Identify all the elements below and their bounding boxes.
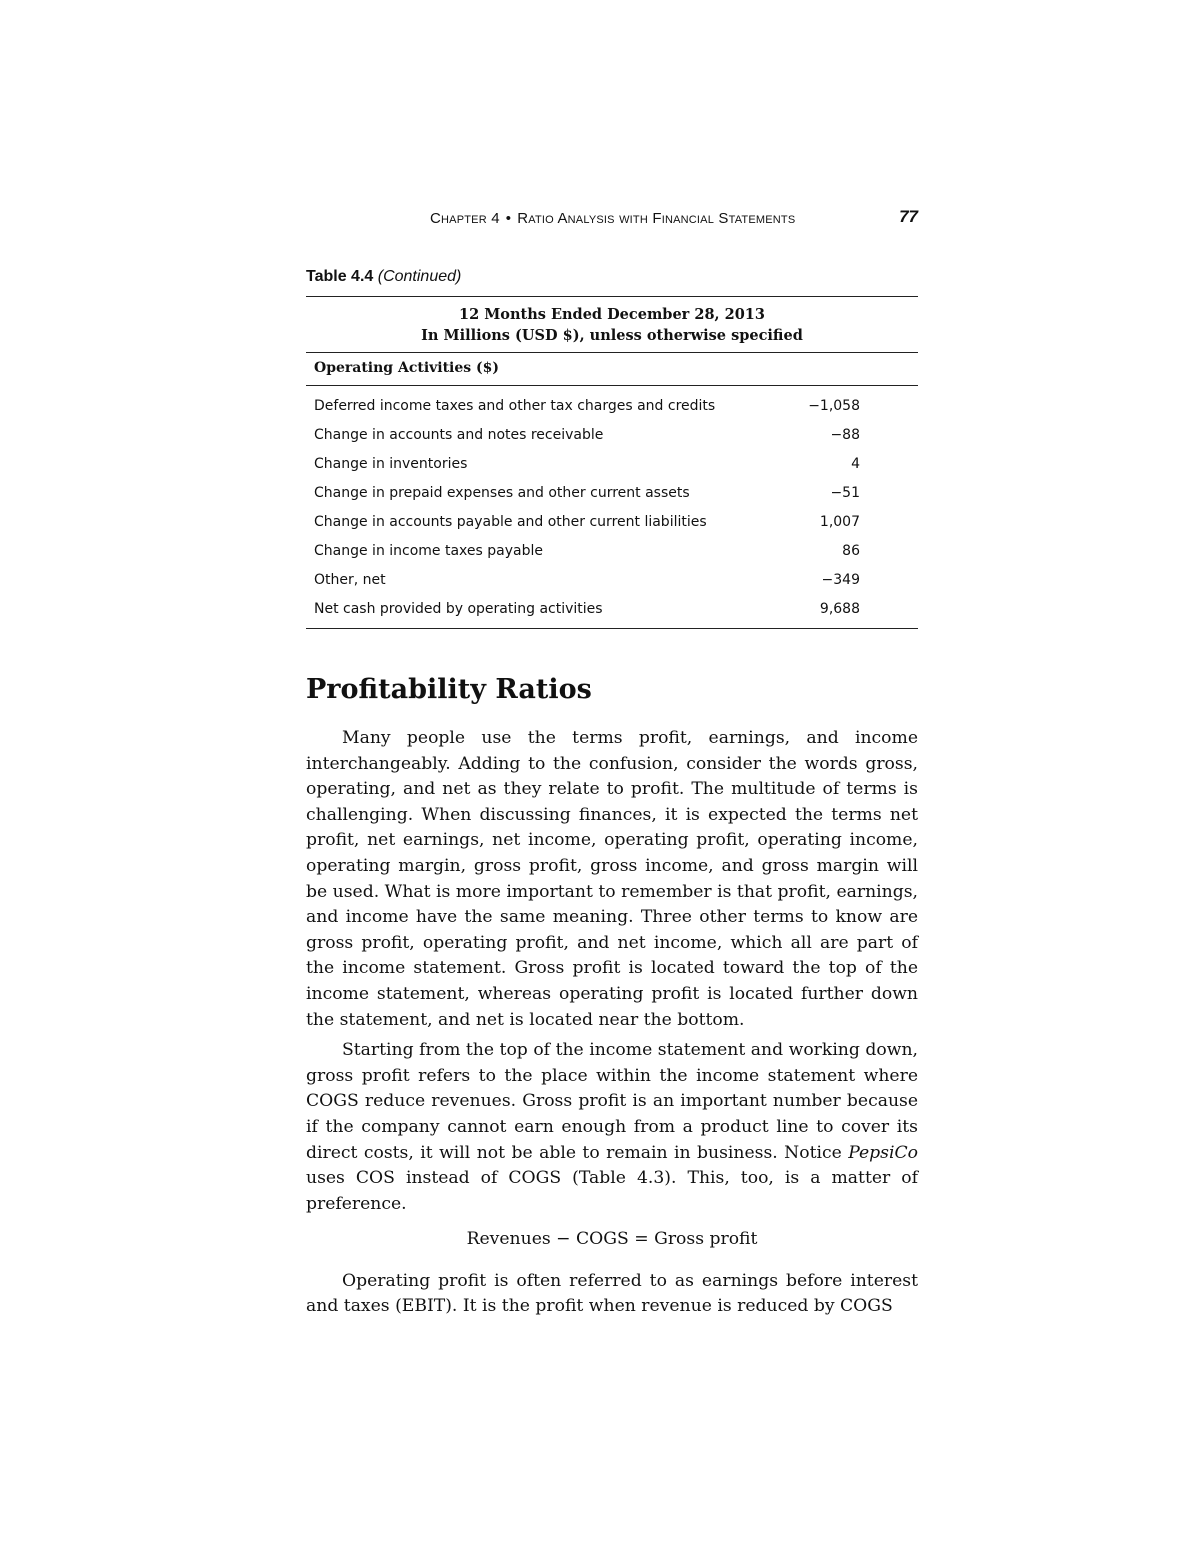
body-text bbox=[306, 726, 918, 1325]
table-body bbox=[306, 386, 918, 628]
row-value: −88 bbox=[830, 427, 860, 443]
cash-flow-table bbox=[306, 296, 918, 629]
section-heading: Profitability Ratios bbox=[306, 674, 592, 705]
row-value: −349 bbox=[821, 572, 860, 588]
row-value: −51 bbox=[830, 485, 860, 501]
row-value: 4 bbox=[851, 456, 860, 472]
table-row-total bbox=[306, 595, 918, 624]
table-row bbox=[306, 566, 918, 595]
table-units: In Millions (USD $), unless otherwise specified bbox=[421, 327, 803, 344]
table-header bbox=[306, 297, 918, 352]
row-label: Change in accounts payable and other current liabilities bbox=[314, 514, 707, 530]
row-label: Change in income taxes payable bbox=[314, 543, 543, 559]
row-label: Change in inventories bbox=[314, 456, 468, 472]
table-period: 12 Months Ended December 28, 2013 bbox=[459, 306, 765, 323]
table-row bbox=[306, 537, 918, 566]
table-row bbox=[306, 479, 918, 508]
paragraph-2-start: Starting from the top of the income statement and working down, gross profit refers to the place within the income statement where COGS reduce revenues. Gross profit is an important number because if the company cannot earn enough from a product line to cover its direct costs, it will not be able to remain in business. Notice bbox=[306, 1040, 918, 1163]
running-header bbox=[306, 207, 918, 231]
row-value: 9,688 bbox=[819, 601, 860, 617]
row-value: 1,007 bbox=[819, 514, 860, 530]
chapter-title: Ratio Analysis with Financial Statements bbox=[517, 210, 796, 227]
paragraph-3: Operating profit is often referred to as earnings before interest and taxes (EBIT). It is the profit when revenue is reduced by COGS bbox=[306, 1270, 918, 1317]
row-label: Net cash provided by operating activities bbox=[314, 601, 603, 617]
table-bottom-rule bbox=[306, 628, 918, 629]
chapter-label: Chapter 4 bbox=[430, 210, 500, 227]
table-number: Table 4.4 bbox=[306, 268, 374, 285]
table-row bbox=[306, 421, 918, 450]
paragraph-1: Many people use the terms profit, earnings, and income interchangeably. Adding to the confusion, consider the words gross, operating, and net as they relate to profit. The multitude of terms is challenging. When discussing finances, it is expected the terms net profit, net earnings, net income, operating profit, operating income, operating margin, gross profit, gross income, and gross margin will be used. What is more important to remember is that profit, earnings, and income have the same meaning. Three other terms to know are gross profit, operating profit, and net income, which all are part of the income statement. Gross profit is located toward the top of the income statement, whereas operating profit is located further down the statement, and net is located near the bottom. bbox=[306, 728, 918, 1030]
table-row bbox=[306, 392, 918, 421]
table-section-label: Operating Activities ($) bbox=[314, 360, 500, 376]
row-label: Deferred income taxes and other tax charges and credits bbox=[314, 398, 716, 414]
table-row bbox=[306, 508, 918, 537]
table-row bbox=[306, 450, 918, 479]
gross-profit-equation: Revenues − COGS = Gross profit bbox=[466, 1229, 758, 1250]
paragraph-2 bbox=[306, 1038, 918, 1217]
row-value: −1,058 bbox=[808, 398, 860, 414]
table-caption bbox=[306, 268, 461, 286]
bullet-separator: • bbox=[505, 210, 512, 227]
row-label: Change in prepaid expenses and other current assets bbox=[314, 485, 690, 501]
table-continued-note: (Continued) bbox=[377, 268, 462, 285]
paragraph-2-end: uses COS instead of COGS (Table 4.3). This, too, is a matter of preference. bbox=[306, 1168, 918, 1214]
running-title bbox=[430, 210, 795, 227]
row-label: Other, net bbox=[314, 572, 386, 588]
row-label: Change in accounts and notes receivable bbox=[314, 427, 604, 443]
page-number: 77 bbox=[899, 207, 918, 226]
row-value: 86 bbox=[842, 543, 860, 559]
book-page bbox=[306, 0, 918, 1553]
company-name: PepsiCo bbox=[848, 1142, 918, 1163]
